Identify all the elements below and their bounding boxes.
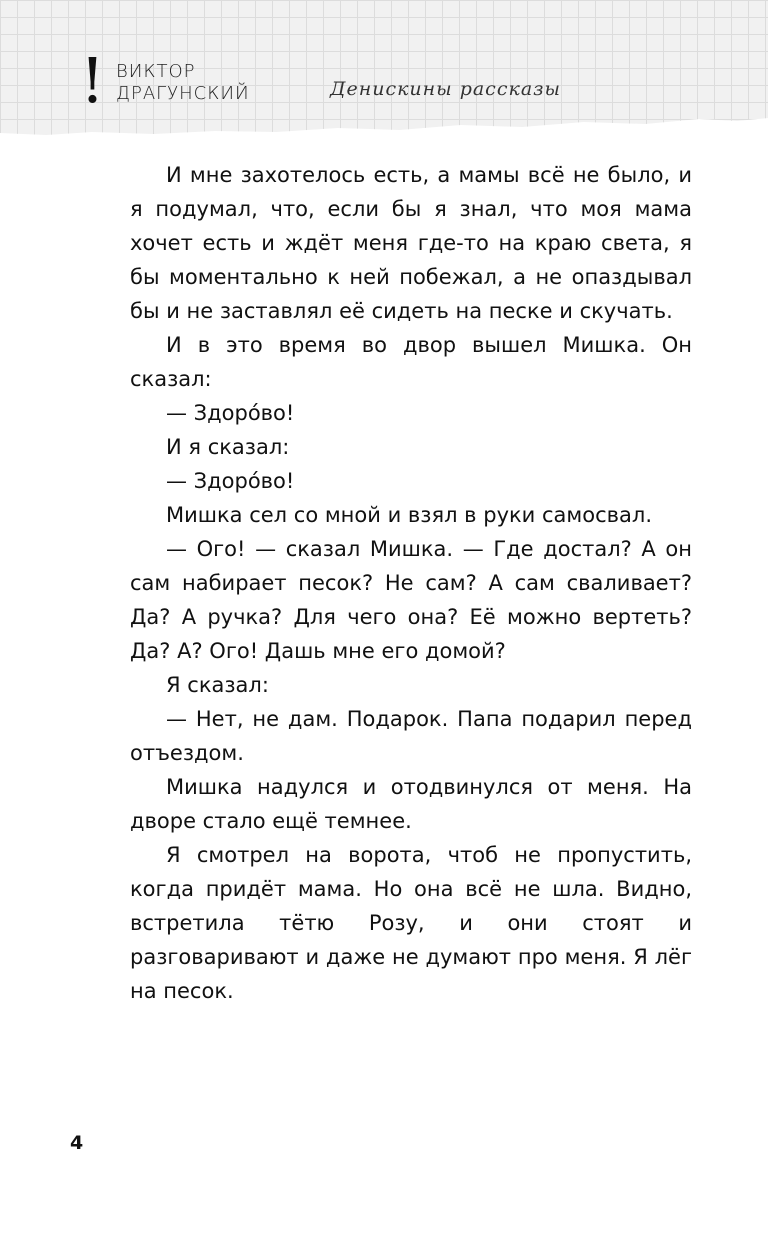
- page-number: 4: [70, 1132, 84, 1154]
- paragraph: — Здоро́во!: [166, 469, 295, 493]
- paragraph: Мишка сел со мной и взял в руки самосвал.: [166, 503, 652, 527]
- author-name: [116, 61, 250, 105]
- paragraph: — Нет, не дам. Подарок. Папа подарил перед отъездом.: [130, 707, 692, 765]
- book-title: Денискины рассказы: [330, 78, 561, 100]
- paragraph: — Здоро́во!: [166, 401, 295, 425]
- paragraph: — Ого! — сказал Мишка. — Где достал? А он сам набирает песок? Не сам? А сам сваливает? Да? А ручка? Для чего она? Её можно вертеть? Да? А? Ого! Дашь мне его домой?: [130, 537, 692, 663]
- author-last-name: ДРАГУНСКИЙ: [116, 83, 250, 104]
- paragraph: Мишка надулся и отодвинулся от меня. На дворе стало ещё темнее.: [130, 775, 692, 833]
- paragraph: Я смотрел на ворота, чтоб не пропустить, когда придёт мама. Но она всё не шла. Видно, встретила тётю Розу, и они стоят и разговаривают и даже не думают про меня. Я лёг на песок.: [130, 843, 692, 1003]
- paragraph: И я сказал:: [166, 435, 290, 459]
- paragraph: И мне захотелось есть, а мамы всё не было, и я подумал, что, если бы я знал, что моя мама хочет есть и ждёт меня где-то на краю света, я бы моментально к ней побежал, а не опаздывал бы и не заставлял её сидеть на песке и скучать.: [130, 163, 692, 323]
- paragraph: И в это время во двор вышел Мишка. Он сказал:: [130, 333, 692, 391]
- exclamation-mark-logo: !: [80, 44, 105, 117]
- body-text: [130, 158, 692, 1008]
- paragraph: Я сказал:: [166, 673, 269, 697]
- author-first-name: ВИКТОР: [116, 61, 196, 82]
